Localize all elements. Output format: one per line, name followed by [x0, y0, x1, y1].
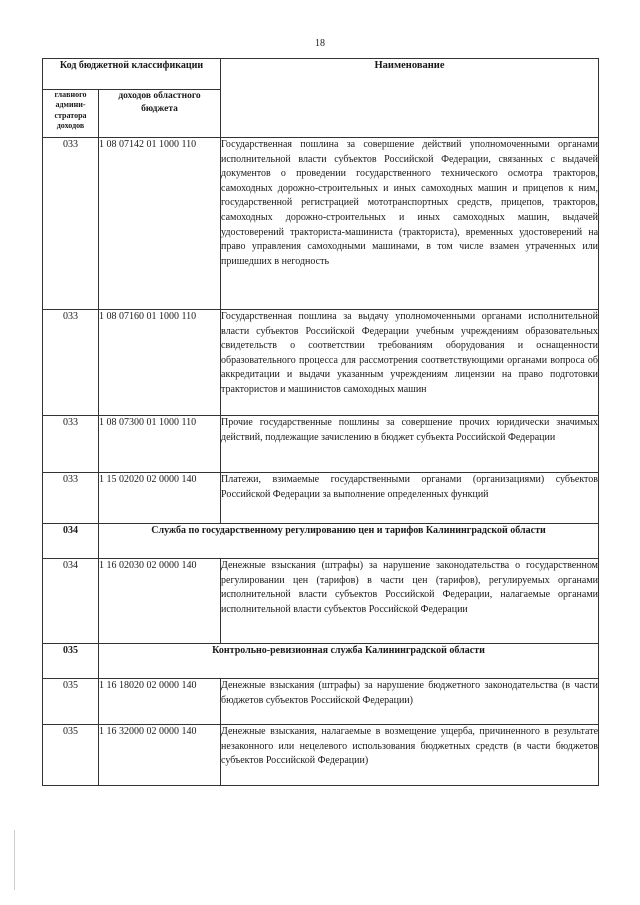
item-name: Денежные взыскания (штрафы) за нарушение законодательства о государственном регулировании цен (тарифов) в части цен (тарифов), регулируемых органами исполнительной власти субъектов Российской Федерации, налагаемые органами исполнительной власти субъектов Российской Федерации: [221, 559, 599, 644]
income-code: 1 16 18020 02 0000 140: [99, 679, 221, 725]
income-code: 1 08 07142 01 1000 110: [99, 138, 221, 310]
section-admin-code: 035: [43, 644, 99, 679]
item-name: Государственная пошлина за совершение действий уполномоченными органами исполнительной власти субъектов Российской Федерации, связанных с выдачей документов о проведении государственного технического осмотра тракторов, самоходных дорожно-строительных и иных самоходных машин и прицепов к ним, государственной регистрацией мототранспортных средств, прицепов, тракторов, самоходных дорожно-строительных и иных самоходных машин, выдачей удостоверений тракториста-машиниста (тракториста), временных удостоверений на право управления самоходными машинами, в том числе взамен утраченных или пришедших в негодность: [221, 138, 599, 310]
table-row: [43, 310, 599, 416]
item-name: Прочие государственные пошлины за совершение прочих юридически значимых действий, подлежащие зачислению в бюджет субъекта Российской Федерации: [221, 416, 599, 473]
table-row: [43, 473, 599, 524]
section-row: [43, 644, 599, 679]
admin-code: 033: [43, 416, 99, 473]
income-code: 1 16 32000 02 0000 140: [99, 725, 221, 786]
table-body: [43, 138, 599, 786]
table-row: [43, 138, 599, 310]
section-admin-code: 034: [43, 524, 99, 559]
header-income-code: доходов областного бюджета: [99, 90, 221, 138]
budget-classification-table: [42, 58, 599, 786]
table-row: [43, 416, 599, 473]
section-row: [43, 524, 599, 559]
admin-code: 034: [43, 559, 99, 644]
page-number: 18: [315, 38, 325, 49]
header-name: Наименование: [221, 59, 599, 138]
table-row: [43, 679, 599, 725]
item-name: Государственная пошлина за выдачу уполномоченными органами исполнительной власти субъектов Российской Федерации учебным учреждениям образовательных свидетельств о соответствии требованиям оборудования и оснащенности образовательного процесса для рассмотрения соответствующими органами вопроса об аккредитации и выдачи указанным учреждениям лицензии на право подготовки трактористов и машинистов самоходных машин: [221, 310, 599, 416]
admin-code: 035: [43, 679, 99, 725]
income-code: 1 16 02030 02 0000 140: [99, 559, 221, 644]
admin-code: 033: [43, 473, 99, 524]
item-name: Денежные взыскания, налагаемые в возмещение ущерба, причиненного в результате незаконного или нецелевого использования бюджетных средств (в части бюджетов субъектов Российской Федерации): [221, 725, 599, 786]
section-title: Служба по государственному регулированию цен и тарифов Калининградской области: [99, 524, 599, 559]
table-row: [43, 725, 599, 786]
item-name: Денежные взыскания (штрафы) за нарушение бюджетного законодательства (в части бюджетов субъектов Российской Федерации): [221, 679, 599, 725]
header-admin-code: главного админи-стратора доходов: [43, 90, 99, 138]
header-budget-code: Код бюджетной классификации: [43, 59, 221, 90]
item-name: Платежи, взимаемые государственными органами (организациями) субъектов Российской Федерации за выполнение определенных функций: [221, 473, 599, 524]
margin-mark: [14, 830, 17, 890]
income-code: 1 08 07300 01 1000 110: [99, 416, 221, 473]
section-title: Контрольно-ревизионная служба Калининградской области: [99, 644, 599, 679]
admin-code: 033: [43, 138, 99, 310]
income-code: 1 15 02020 02 0000 140: [99, 473, 221, 524]
income-code: 1 08 07160 01 1000 110: [99, 310, 221, 416]
admin-code: 033: [43, 310, 99, 416]
admin-code: 035: [43, 725, 99, 786]
table-row: [43, 559, 599, 644]
